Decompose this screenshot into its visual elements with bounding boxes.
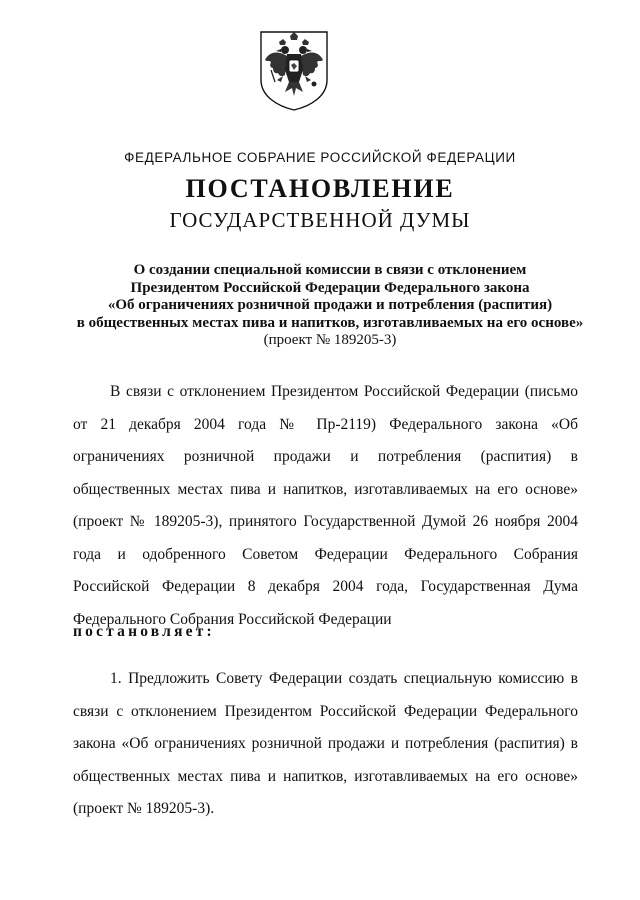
title-line: в общественных местах пива и напитков, изготавливаемых на его основе» — [76, 314, 584, 331]
russian-coat-of-arms-icon — [259, 30, 329, 112]
document-title — [70, 262, 590, 350]
resolves-word: постановляет: — [73, 623, 215, 640]
project-number: (проект № 189205-3) — [263, 332, 397, 348]
organization-name: ФЕДЕРАЛЬНОЕ СОБРАНИЕ РОССИЙСКОЙ ФЕДЕРАЦИИ — [124, 150, 516, 165]
issuing-body: ГОСУДАРСТВЕННОЙ ДУМЫ — [169, 208, 471, 232]
title-line: Президентом Российской Федерации Федерального закона — [130, 279, 530, 296]
item-1-paragraph: 1. Предложить Совету Федерации создать специальную комиссию в связи с отклонением Президентом Российской Федерации Федерального закона «Об ограничениях розничной продажи и потребления (распития) в общественных местах пива и напитков, изготавливаемых на его основе» (проект № 189205-3). — [73, 670, 578, 817]
title-line: «Об ограничениях розничной продажи и потребления (распития) — [107, 297, 553, 313]
document-type: ПОСТАНОВЛЕНИЕ — [185, 174, 455, 203]
preamble-paragraph: В связи с отклонением Президентом Российской Федерации (письмо от 21 декабря 2004 года № Пр-2119) Федерального закона «Об ограничениях розничной продажи и потребления (распития) в общественных местах пива и напитков, изготавливаемых на его основе» (проект № 189205-3), принятого Государственной Думой 26 ноября 2004 года и одобренного Советом Федерации Федерального Собрания Российской Федерации 8 декабря 2004 года, Государственная Дума Федерального Собрания Российской Федерации — [73, 383, 578, 628]
title-line: О создании специальной комиссии в связи с отклонением — [133, 262, 527, 278]
